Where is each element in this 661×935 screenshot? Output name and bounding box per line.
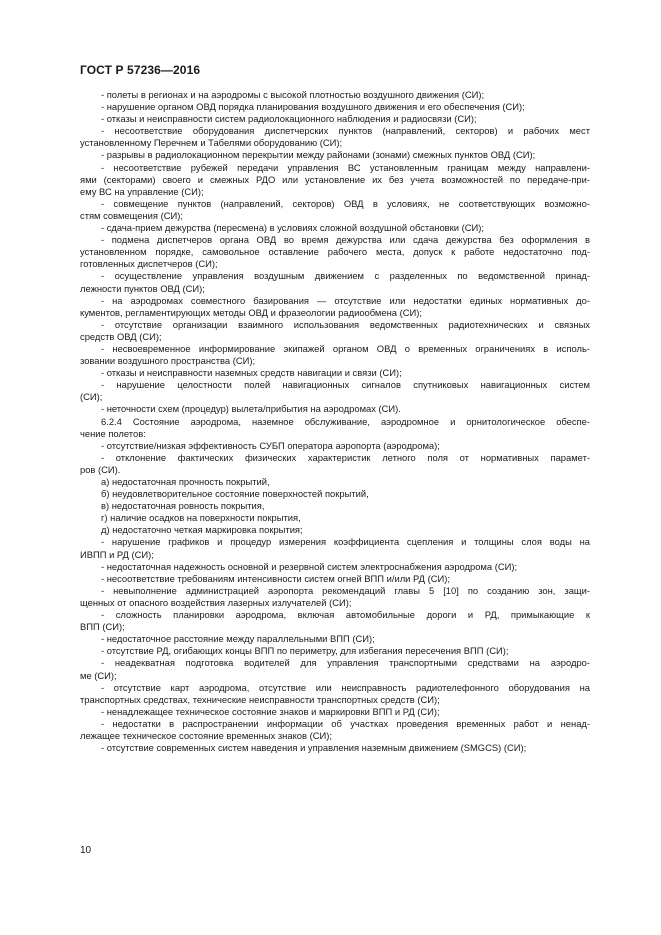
document-header: ГОСТ Р 57236—2016 <box>80 63 201 77</box>
text-line: ями (секторами) своего и смежных РДО или установление их без учета возможностей по передаче-при- <box>80 173 590 185</box>
list-item: г) наличие осадков на поверхности покрытия, <box>101 512 301 524</box>
text-line: ме (СИ); <box>80 669 117 681</box>
text-line: - осуществление управления воздушным движением с разделенных по ведомственной принад- <box>101 270 590 282</box>
text-line: средств ОВД (СИ); <box>80 330 162 342</box>
text-line: - неточности схем (процедур) вылета/прибытия на аэродромах (СИ). <box>101 403 401 415</box>
text-line: - несоответствие рубежей передачи управления ВС установленным границам между направлени- <box>101 161 590 173</box>
text-line: транспортных средствах, технические неисправности транспортных средств (СИ); <box>80 693 440 705</box>
text-line: (СИ); <box>80 391 103 403</box>
text-line: - отсутствие организации взаимного использования ведомственных радиотехнических и связных <box>101 318 590 330</box>
text-line: - невыполнение администрацией аэропорта рекомендаций главы 5 [10] по созданию зон, защи- <box>101 584 590 596</box>
text-line: - на аэродромах совместного базирования — отсутствие или недостатки единых нормативных до- <box>101 294 590 306</box>
text-line: - недостаточная надежность основной и резервной систем электроснабжения аэродрома (СИ); <box>101 560 518 572</box>
text-line: - подмена диспетчеров органа ОВД во время дежурства или сдача дежурства без оформления в <box>101 234 590 246</box>
text-line: стям совмещения (СИ); <box>80 209 183 221</box>
text-line: ИВПП и РД (СИ); <box>80 548 154 560</box>
text-line: - сложность планировки аэродрома, включая автомобильные дороги и РД, примыкающие к <box>101 609 590 621</box>
list-item: д) недостаточно четкая маркировка покрытия; <box>101 524 303 536</box>
page-number: 10 <box>80 845 92 856</box>
text-line: зовании воздушного пространства (СИ); <box>80 355 256 367</box>
body-text <box>80 89 590 754</box>
text-line: - разрывы в радиолокационном перекрытии между районами (зонами) смежных пунктов ОВД (СИ); <box>101 149 536 161</box>
text-line: - отсутствие РД, огибающих концы ВПП по периметру, для избегания пересечения ВПП (СИ); <box>101 645 509 657</box>
text-line: - полеты в регионах и на аэродромы с высокой плотностью воздушного движения (СИ); <box>101 89 485 100</box>
text-line: - нарушение целостности полей навигационных сигналов спутниковых навигационных систем <box>101 379 590 391</box>
text-line: - несоответствие требованиям интенсивности систем огней ВПП и/или РД (СИ); <box>101 572 450 584</box>
text-line: ров (СИ). <box>80 463 121 475</box>
text-line: - недостатки в распространении информации об участках проведения временных работ и ненад- <box>101 717 590 729</box>
text-line: - отсутствие/низкая эффективность СУБП оператора аэропорта (аэродрома); <box>101 439 440 451</box>
text-line: щенных от опасного воздействия лазерных излучателей (СИ); <box>80 596 352 608</box>
text-line: чение полетов: <box>80 427 146 439</box>
text-line: - неадекватная подготовка водителей для управления транспортными средствами на аэродро- <box>101 657 590 669</box>
text-line: готовленных диспетчеров (СИ); <box>80 258 218 270</box>
text-line: - несвоевременное информирование экипажей органом ОВД о временных ограничениях в исполь- <box>101 342 590 354</box>
text-line: - совмещение пунктов (направлений, секторов) ОВД в условиях, не соответствующих возможно- <box>101 197 590 209</box>
text-line: - отсутствие современных систем наведения и управления наземным движением (SMGCS) (СИ); <box>101 742 527 754</box>
text-line: - нарушение графиков и процедур измерения коэффициента сцепления и толщины слоя воды на <box>101 536 590 548</box>
text-line: ему ВС на управление (СИ); <box>80 185 204 197</box>
text-line: - несоответствие оборудования диспетчерских пунктов (направлений, секторов) и рабочих мест <box>101 125 590 137</box>
list-item: б) неудовлетворительное состояние поверхностей покрытий, <box>101 488 369 500</box>
text-line: - отсутствие карт аэродрома, отсутствие или неисправность радиотелефонного оборудования на <box>101 681 590 693</box>
list-item: а) недостаточная прочность покрытий, <box>101 476 270 487</box>
text-line: лежности пунктов ОВД (СИ); <box>80 282 205 294</box>
text-line: 6.2.4 Состояние аэродрома, наземное обслуживание, аэродромное и орнитологическое обеспе- <box>101 415 590 427</box>
text-line: лежащее техническое состояние временных знаков (СИ); <box>80 729 332 741</box>
text-line: - отказы и неисправности систем радиолокационного наблюдения и радиосвязи (СИ); <box>101 113 477 125</box>
text-line: - недостаточное расстояние между параллельными ВПП (СИ); <box>101 633 375 645</box>
text-line: - ненадлежащее техническое состояние знаков и маркировки ВПП и РД (СИ); <box>101 705 440 717</box>
list-item: в) недостаточная ровность покрытия, <box>101 500 265 512</box>
text-line: - отказы и неисправности наземных средств навигации и связи (СИ); <box>101 367 402 379</box>
text-line: кументов, регламентирующих методы ОВД и фразеологии радиообмена (СИ); <box>80 306 422 318</box>
text-line: - отклонение фактических физических характеристик летного поля от нормативных парамет- <box>101 451 590 463</box>
text-line: установленному Перечнем и Табелями оборудованию (СИ); <box>80 137 343 149</box>
text-line: ВПП (СИ); <box>80 621 125 633</box>
text-line: установленном порядке, самовольное оставление рабочего места, допуск к работе недостаточно под- <box>80 246 590 258</box>
text-line: - сдача-прием дежурства (пересмена) в условиях сложной воздушной обстановки (СИ); <box>101 222 484 234</box>
text-line: - нарушение органом ОВД порядка планирования воздушного движения и его обеспечения (СИ); <box>101 101 525 113</box>
